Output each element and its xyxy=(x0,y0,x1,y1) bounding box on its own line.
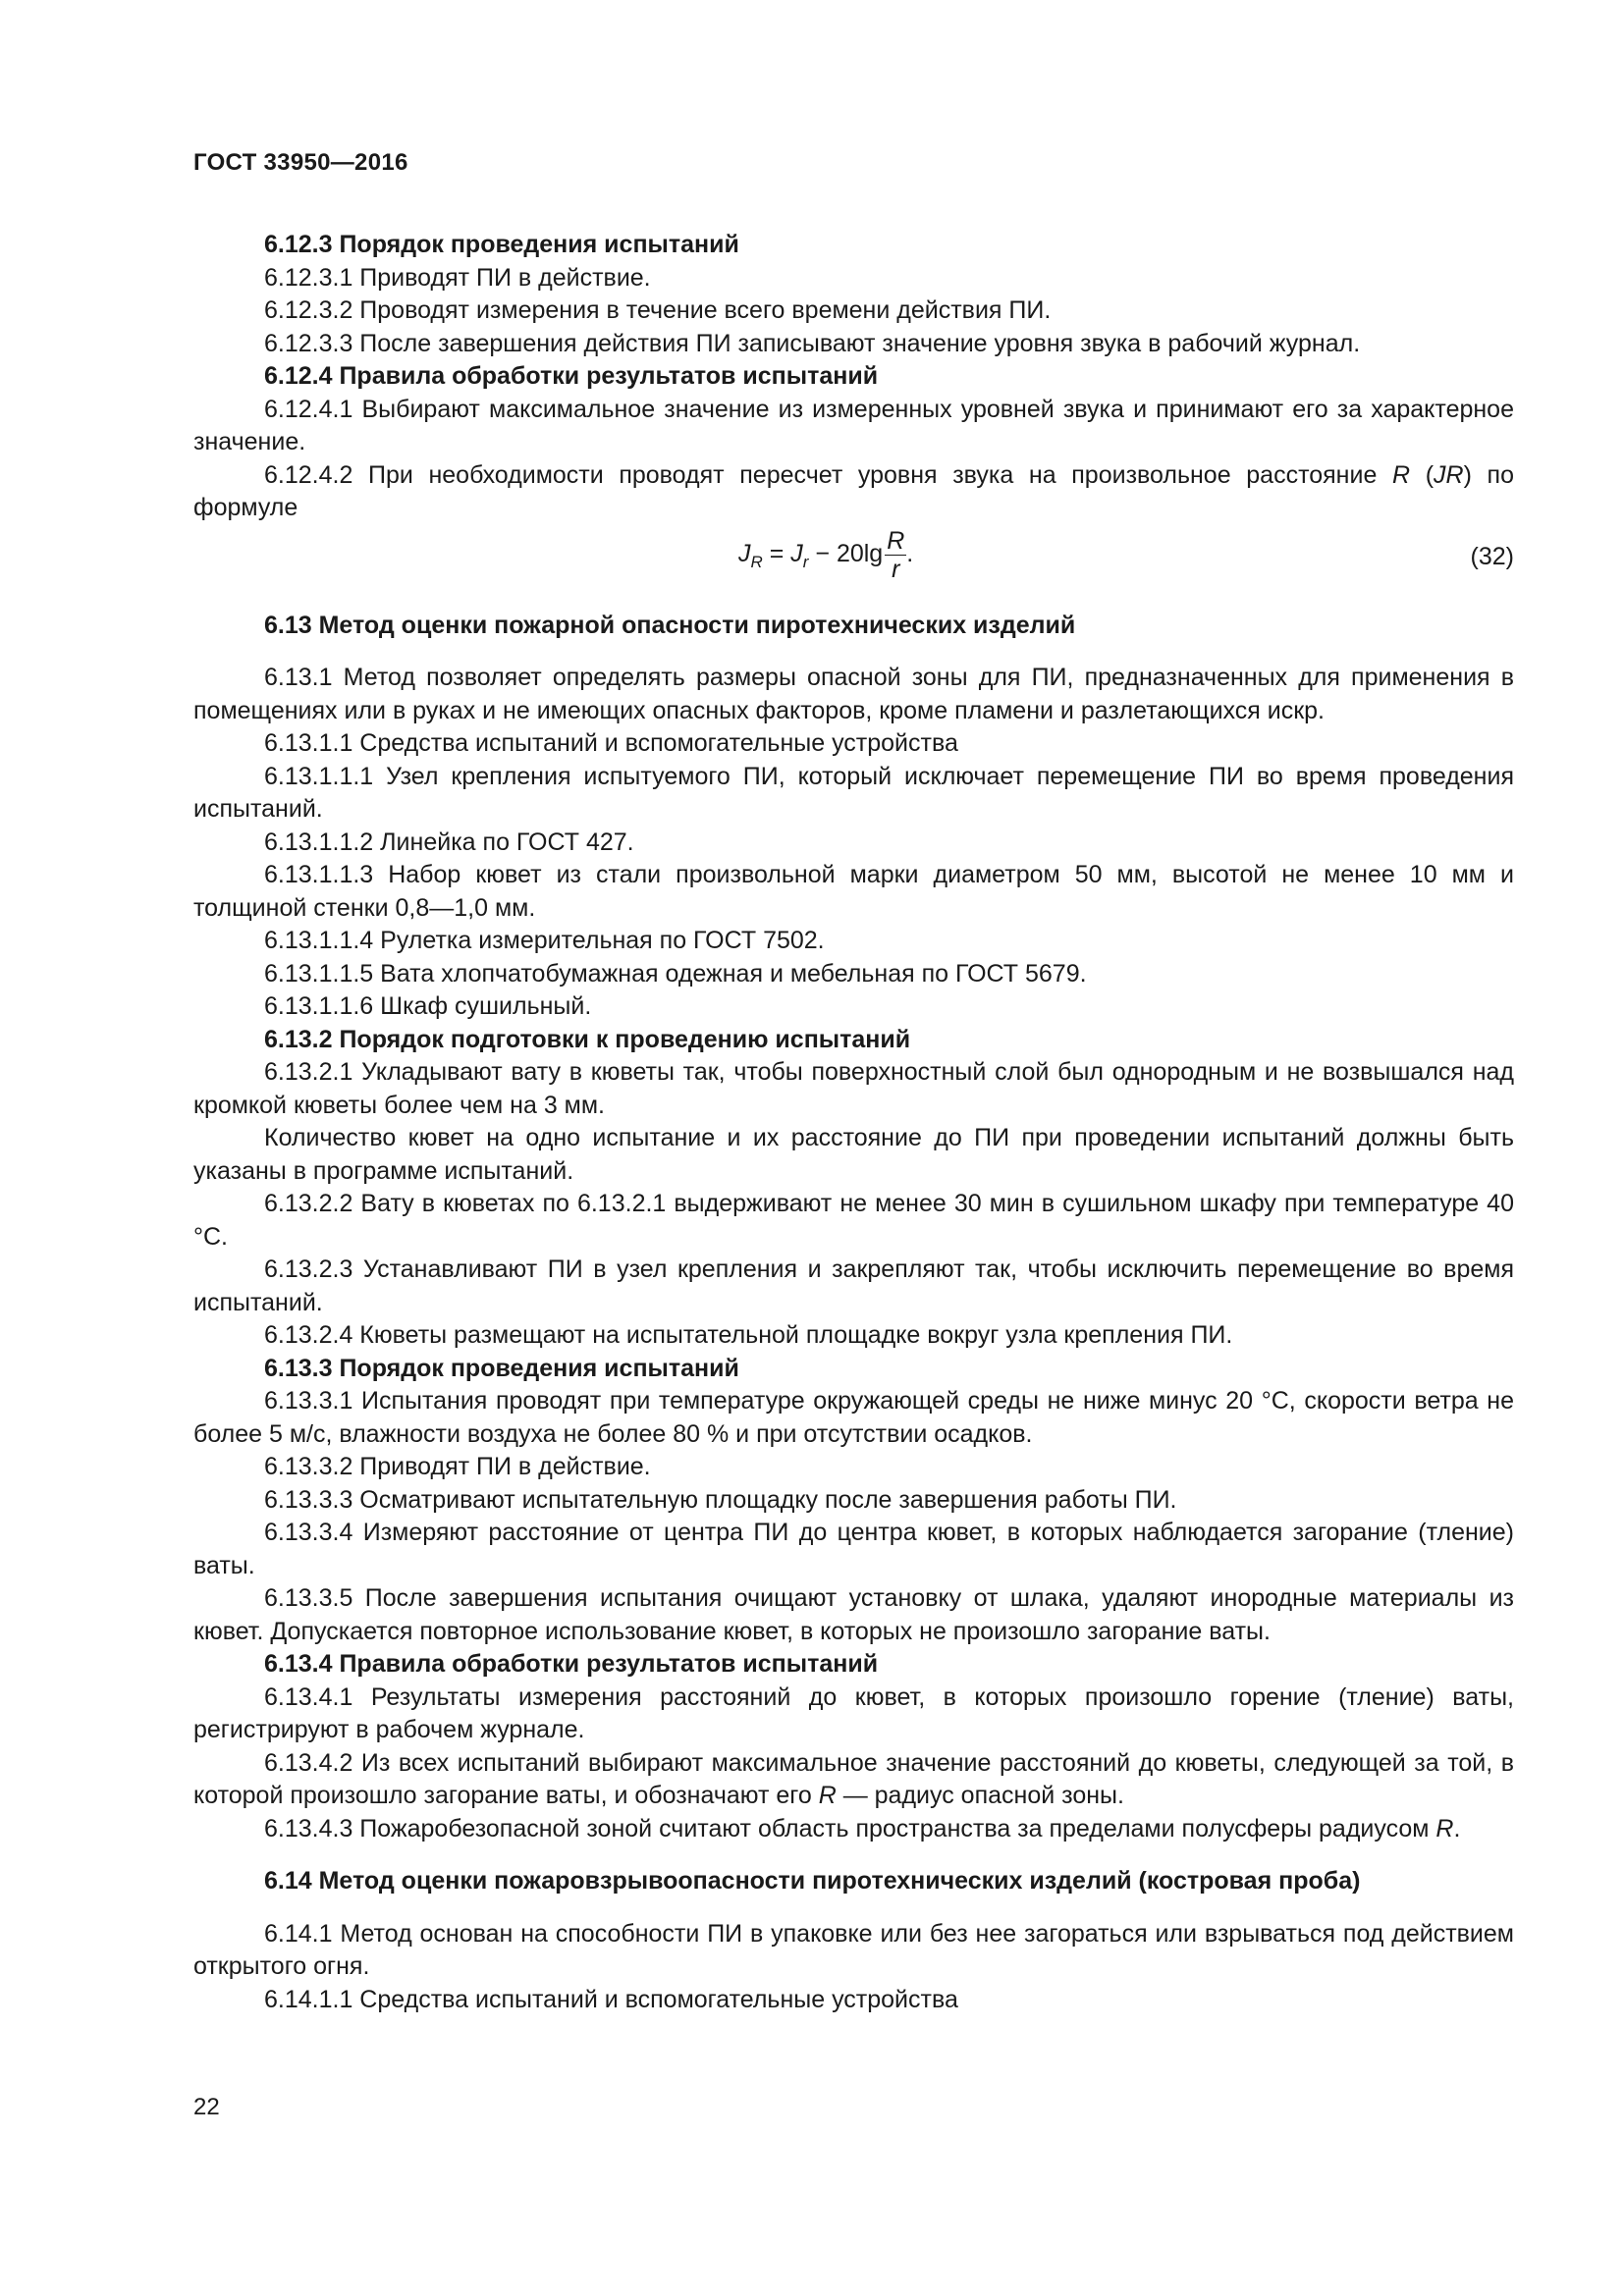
page-header: ГОСТ 33950—2016 xyxy=(193,149,408,176)
paragraph: 6.14.1.1 Средства испытаний и вспомогательные устройства xyxy=(264,1985,958,2013)
paragraph: 6.13.1.1.6 Шкаф сушильный. xyxy=(264,992,592,1020)
paragraph: 6.13.3.5 После завершения испытания очищают установку от шлака, удаляют инородные материалы из кювет. Допускается повторное использование кювет, в которых не произошло загорание ваты. xyxy=(193,1584,1514,1645)
paragraph: 6.13.1.1.3 Набор кювет из стали произвольной марки диаметром 50 мм, высотой не менее 10 мм и толщиной стенки 0,8—1,0 мм. xyxy=(193,861,1514,922)
paragraph: 6.12.3.1 Приводят ПИ в действие. xyxy=(264,263,651,292)
paragraph: 6.13.1.1.4 Рулетка измерительная по ГОСТ 7502. xyxy=(264,927,825,954)
paragraph: 6.13.1.1.1 Узел крепления испытуемого ПИ, который исключает перемещение ПИ во время проведения испытаний. xyxy=(193,762,1514,823)
subsection-heading: 6.13.4 Правила обработки результатов испытаний xyxy=(264,1650,879,1678)
equation-number: (32) xyxy=(1470,542,1514,570)
paragraph: 6.12.4.1 Выбирают максимальное значение из измеренных уровней звука и принимают его за характерное значение. xyxy=(193,395,1514,455)
text-run: 6.12.4.2 При необходимости проводят пересчет уровня звука на произвольное расстояние xyxy=(264,460,1392,489)
subsection-heading: 6.12.3 Порядок проведения испытаний xyxy=(264,231,739,258)
paragraph: 6.13.1.1.5 Вата хлопчатобумажная одежная и мебельная по ГОСТ 5679. xyxy=(264,959,1087,988)
subsection-heading: 6.13.2 Порядок подготовки к проведению испытаний xyxy=(264,1025,911,1053)
text-run: 6.13.4.2 Из всех испытаний выбирают максимальное значение расстояний до кюветы, следующей за той, в которой произошло загорание ваты, и обозначают его xyxy=(193,1748,1514,1809)
text-run: R xyxy=(818,1782,837,1809)
text-run: R xyxy=(1435,1814,1454,1842)
paragraph: 6.13.3.2 Приводят ПИ в действие. xyxy=(264,1453,651,1480)
formula-subscript: r xyxy=(802,552,809,571)
formula-symbol: J xyxy=(790,539,803,567)
page-number: 22 xyxy=(193,2094,220,2120)
formula-symbol: J xyxy=(738,539,751,567)
paragraph xyxy=(193,1813,1514,1846)
text-run: — радиус опасной зоны. xyxy=(836,1782,1124,1809)
paragraph: 6.12.3.2 Проводят измерения в течение всего времени действия ПИ. xyxy=(264,296,1052,324)
paragraph: 6.13.1 Метод позволяет определять размеры опасной зоны для ПИ, предназначенных для применения в помещениях или в руках и не имеющих опасных факторов, кроме пламени и разлетающихся искр. xyxy=(193,664,1514,724)
paragraph: 6.13.3.3 Осматривают испытательную площадку после завершения работы ПИ. xyxy=(264,1485,1177,1514)
subsection-heading: 6.12.4 Правила обработки результатов испытаний xyxy=(264,362,879,390)
text-run: ) по формуле xyxy=(193,460,1514,521)
text-run: JR xyxy=(1434,460,1464,489)
fraction-denominator: r xyxy=(892,555,900,583)
formula-expression xyxy=(738,527,913,583)
paragraph: 6.12.3.3 После завершения действия ПИ записывают значение уровня звука в рабочий журнал. xyxy=(264,329,1361,357)
paragraph: 6.13.4.1 Результаты измерения расстояний до кювет, в которых произошло горение (тление) ваты, регистрируют в рабочем журнале. xyxy=(193,1682,1514,1743)
paragraph: 6.13.3.4 Измеряют расстояние от центра ПИ до центра кювет, в которых наблюдается загорание (тление) ваты. xyxy=(193,1519,1514,1579)
formula-fraction xyxy=(885,527,906,583)
paragraph: 6.13.2.2 Вату в кюветах по 6.13.2.1 выдерживают не менее 30 мин в сушильном шкафу при температуре 40 °С. xyxy=(193,1190,1514,1251)
text-run: . xyxy=(1453,1814,1461,1842)
paragraph: 6.13.1.1.2 Линейка по ГОСТ 427. xyxy=(264,828,634,856)
paragraph xyxy=(193,1747,1514,1813)
paragraph: 6.13.2.3 Устанавливают ПИ в узел крепления и закрепляют так, чтобы исключить перемещение во время испытаний. xyxy=(193,1255,1514,1316)
paragraph: 6.13.2.1 Укладывают вату в кюветы так, чтобы поверхностный слой был однородным и не возвышался над кромкой кюветы более чем на 3 мм. xyxy=(193,1058,1514,1119)
fraction-numerator: R xyxy=(887,526,905,555)
paragraph: 6.13.2.4 Кюветы размещают на испытательной площадке вокруг узла крепления ПИ. xyxy=(264,1321,1233,1349)
formula-operator: = xyxy=(762,539,791,567)
section-heading: 6.13 Метод оценки пожарной опасности пиротехнических изделий xyxy=(264,611,1076,639)
formula-32 xyxy=(193,525,1514,590)
text-run: R xyxy=(1392,460,1411,489)
formula-subscript: R xyxy=(750,552,763,571)
paragraph: 6.13.1.1 Средства испытаний и вспомогательные устройства xyxy=(264,729,958,757)
paragraph xyxy=(193,459,1514,525)
text-run: 6.13.4.3 Пожаробезопасной зоной считают область пространства за пределами полусферы радиусом xyxy=(264,1814,1436,1842)
paragraph: 6.14.1 Метод основан на способности ПИ в упаковке или без нее загораться или взрываться под действием открытого огня. xyxy=(193,1919,1514,1980)
paragraph: Количество кювет на одно испытание и их расстояние до ПИ при проведении испытаний должны быть указаны в программе испытаний. xyxy=(193,1124,1514,1185)
formula-period: . xyxy=(906,539,914,567)
subsection-heading: 6.13.3 Порядок проведения испытаний xyxy=(264,1354,739,1382)
paragraph: 6.13.3.1 Испытания проводят при температуре окружающей среды не ниже минус 20 °С, скорости ветра не более 5 м/с, влажности воздуха не более 80 % и при отсутствии осадков. xyxy=(193,1387,1514,1448)
document-body xyxy=(193,229,1514,2016)
text-run: ( xyxy=(1410,460,1435,489)
formula-operator: − 20lg xyxy=(808,539,884,567)
section-heading: 6.14 Метод оценки пожаровзрывоопасности пиротехнических изделий (костровая проба) xyxy=(264,1867,1361,1895)
